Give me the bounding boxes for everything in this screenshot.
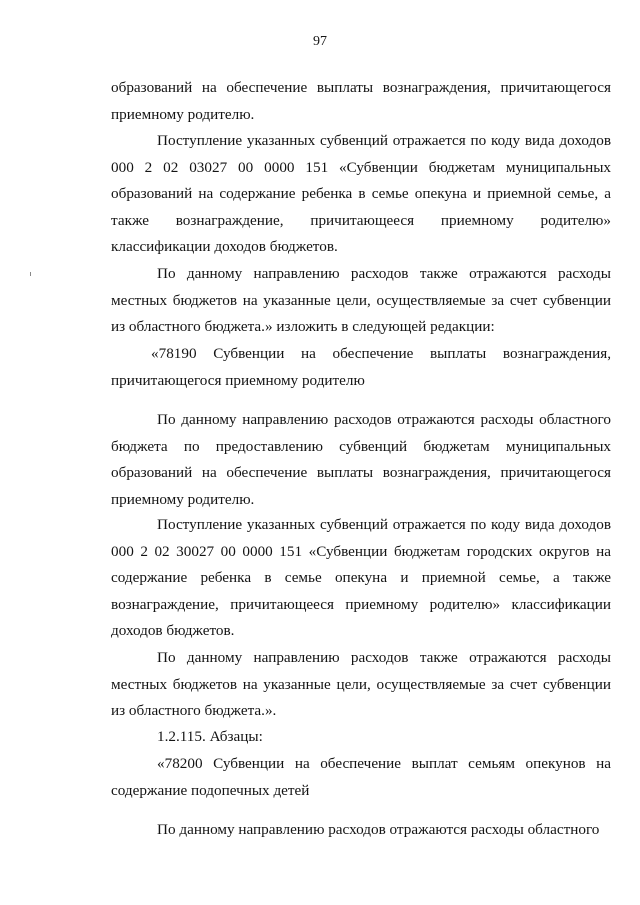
- paragraph-continuation: образований на обеспечение выплаты вознаграждения, причитающегося приемному родителю.: [111, 79, 611, 123]
- paragraph-local-budgets-1: По данному направлению расходов также отражаются расходы местных бюджетов на указанные цели, осуществляемые за счет субвенции из областного бюджета.» изложить в следующей редакции:: [111, 265, 611, 335]
- section-1-2-115: 1.2.115. Абзацы:: [157, 728, 263, 745]
- margin-mark: [30, 272, 31, 276]
- paragraph-income-code-1: Поступление указанных субвенций отражается по коду вида доходов 000 2 02 03027 00 0000 151 «Субвенции бюджетам муниципальных образований на содержание ребенка в семье опекуна и приемной семье, а также вознаграждение, причитающееся приемному родителю» классификации доходов бюджетов.: [111, 132, 611, 255]
- paragraph-regional-expenses-1: По данному направлению расходов отражаются расходы областного бюджета по предоставлению субвенций бюджетам муниципальных образований на обеспечение выплаты вознаграждения, причитающегося приемному родителю.: [111, 411, 611, 508]
- paragraph-78190: «78190 Субвенции на обеспечение выплаты вознаграждения, причитающегося приемному родителю: [111, 345, 611, 389]
- paragraph-local-budgets-2: По данному направлению расходов также отражаются расходы местных бюджетов на указанные цели, осуществляемые за счет субвенции из областного бюджета.».: [111, 649, 611, 719]
- paragraph-regional-expenses-2: По данному направлению расходов отражаются расходы областного: [157, 821, 600, 838]
- paragraph-78200: «78200 Субвенции на обеспечение выплат семьям опекунов на содержание подопечных детей: [111, 755, 611, 799]
- paragraph-income-code-2: Поступление указанных субвенций отражается по коду вида доходов 000 2 02 30027 00 0000 151 «Субвенции бюджетам городских округов на содержание ребенка в семье опекуна и приемной семье, а также вознаграждение, причитающееся приемному родителю» классификации доходов бюджетов.: [111, 516, 611, 639]
- page-number: 97: [313, 34, 327, 49]
